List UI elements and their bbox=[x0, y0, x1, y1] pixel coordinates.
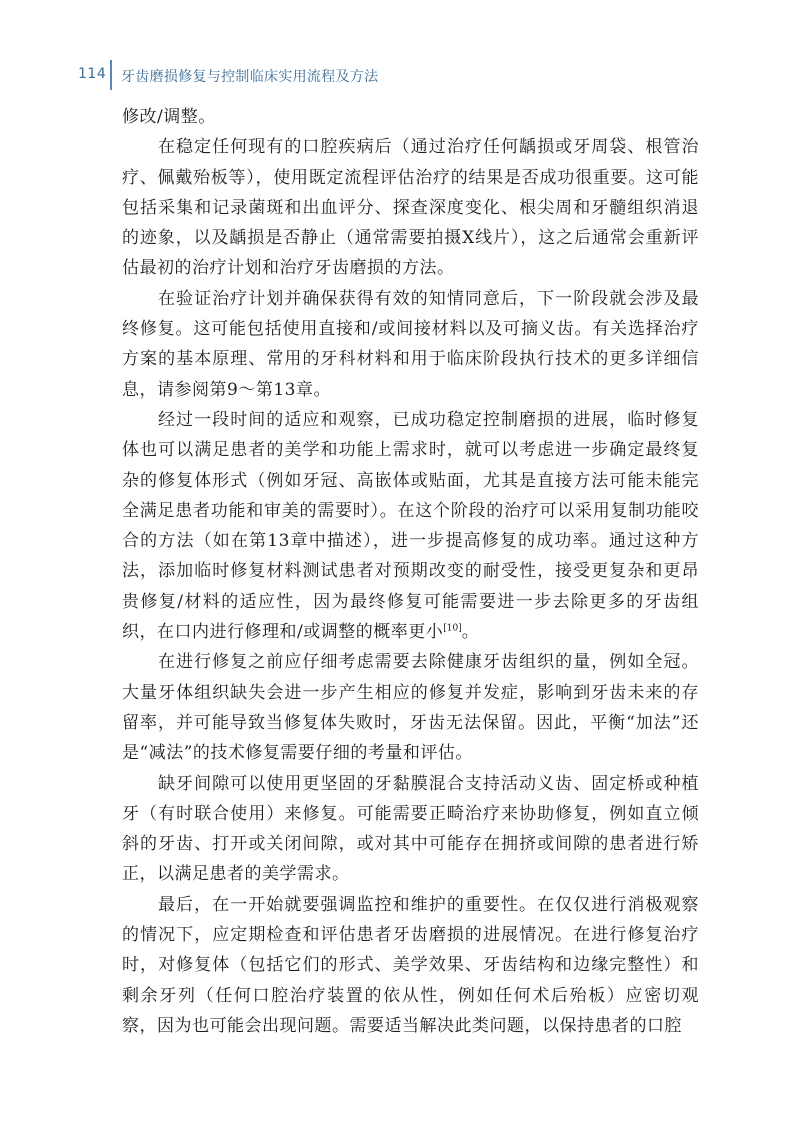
paragraph-tooth-removal: 在进行修复之前应仔细考虑需要去除健康牙齿组织的量，例如全冠。大量牙体组织缺失会进一步产生相应的修复并发症，影响到牙齿未来的存留率，并可能导致当修复体失败时，牙齿无法保留。因此，平衡“加法”还是“减法”的技术修复需要仔细的考量和评估。 bbox=[122, 652, 699, 764]
paragraph-adaptation bbox=[122, 405, 699, 647]
header-divider bbox=[110, 60, 112, 90]
paragraph-continuation: 修改/调整。 bbox=[122, 107, 216, 127]
page-header bbox=[0, 60, 800, 92]
paragraph-monitoring: 最后，在一开始就要强调监控和维护的重要性。在仅仅进行消极观察的情况下，应定期检查和评估患者牙齿磨损的进展情况。在进行修复治疗时，对修复体（包括它们的形式、美学效果、牙齿结构和边缘完整性）和剩余牙列（任何口腔治疗装置的依从性，例如任何术后殆板）应密切观察，因为也可能会出现问题。需要适当解决此类问题，以保持患者的口腔 bbox=[122, 894, 699, 1036]
paragraph-stabilization: 在稳定任何现有的口腔疾病后（通过治疗任何龋损或牙周袋、根管治疗、佩戴殆板等），使用既定流程评估治疗的结果是否成功很重要。这可能包括采集和记录菌斑和出血评分、探查深度变化、根尖周和牙髓组织消退的迹象，以及龋损是否静止（通常需要拍摄X线片），这之后通常会重新评估最初的治疗计划和治疗牙齿磨损的方法。 bbox=[122, 137, 699, 279]
paragraph-adaptation-text: 经过一段时间的适应和观察，已成功稳定控制磨损的进展，临时修复体也可以满足患者的美学和功能上需求时，就可以考虑进一步确定最终复杂的修复体形式（例如牙冠、高嵌体或贴面，尤其是直接方法可能未能完全满足患者功能和审美的需要时）。在这个阶段的治疗可以采用复制功能咬合的方法（如在第13章中描述），进一步提高修复的成功率。通过这种方法，添加临时修复材料测试患者对预期改变的耐受性，接受更复杂和更昂贵修复/材料的适应性，因为最终修复可能需要进一步去除更多的牙齿组织，在口内进行修理和/或调整的概率更小 bbox=[122, 409, 699, 643]
citation-reference: [10] bbox=[443, 623, 462, 634]
paragraph-adaptation-tail: 。 bbox=[461, 622, 480, 643]
paragraph-final-restoration: 在验证治疗计划并确保获得有效的知情同意后，下一阶段就会涉及最终修复。这可能包括使用直接和/或间接材料以及可摘义齿。有关选择治疗方案的基本原理、常用的牙科材料和用于临床阶段执行技术的更多详细信息，请参阅第9～第13章。 bbox=[122, 288, 699, 400]
page-number: 114 bbox=[78, 66, 107, 82]
running-title: 牙齿磨损修复与控制临床实用流程及方法 bbox=[121, 69, 379, 85]
body-text bbox=[122, 102, 699, 1041]
paragraph-missing-teeth: 缺牙间隙可以使用更坚固的牙黏膜混合支持活动义齿、固定桥或种植牙（有时联合使用）来修复。可能需要正畸治疗来协助修复，例如直立倾斜的牙齿、打开或关闭间隙，或对其中可能存在拥挤或间隙的患者进行矫正，以满足患者的美学需求。 bbox=[122, 773, 699, 885]
